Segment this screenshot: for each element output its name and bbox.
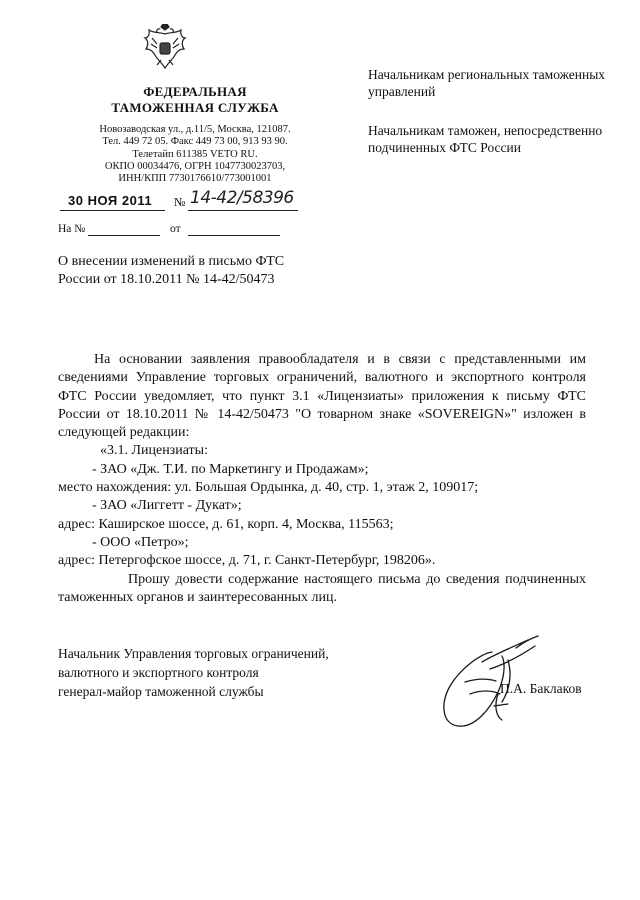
reference-row: [58, 223, 298, 239]
number-underline: [188, 210, 298, 211]
signatory-title: [58, 644, 388, 701]
letter-body: [58, 351, 586, 607]
signatory-title-line: валютного и экспортного контроля: [58, 665, 259, 680]
body-closing: Прошу довести содержание настоящего письма до сведения подчиненных таможенных органов и заинтересованных лиц.: [58, 571, 586, 605]
licensee-address: адрес: Петергофское шоссе, д. 71, г. Санкт-Петербург, 198206».: [58, 553, 436, 569]
clause-title: «3.1. Лицензиаты:: [100, 443, 208, 459]
date-underline: [60, 210, 165, 211]
ref-from-label: от: [170, 223, 181, 235]
signatory-name: П.А. Баклаков: [500, 681, 582, 696]
contact-line: ИНН/КПП 7730176610/773001001: [118, 173, 272, 185]
ref-date-line: [188, 235, 280, 236]
body-intro: На основании заявления правообладателя и в связи с представленными им сведениями Управление торговых ограничений, валютного и экспортного контроля ФТС России уведомляет, что пункт 3.1 «Лицензиаты» приложения к письму ФТС России от 18.10.2011 № 14-42/50473 "О товарном знаке «SOVEREIGN»" изложен в следующей редакции:: [58, 352, 586, 441]
ref-number-line: [88, 235, 160, 236]
signatory-title-line: генерал-майор таможенной службы: [58, 684, 264, 699]
licensee-name: - ООО «Петро»;: [92, 534, 189, 550]
contact-line: Новозаводская ул., д.11/5, Москва, 121087.: [99, 124, 291, 135]
contact-line: Телетайп 611385 VETO RU.: [132, 148, 258, 160]
org-name-line1: ФЕДЕРАЛЬНАЯ: [143, 84, 247, 99]
contact-line: ОКПО 00034476, ОГРН 1047730023703,: [104, 160, 286, 172]
letter-date-number-row: [60, 188, 300, 215]
russian-eagle-emblem-icon: [143, 24, 187, 72]
licensee-address: место нахождения: ул. Большая Ордынка, д. 40, стр. 1, этаж 2, 109017;: [58, 480, 479, 496]
licensee-name: - ЗАО «Дж. Т.И. по Маркетингу и Продажам»;: [92, 461, 369, 477]
org-name-line2: ТАМОЖЕННАЯ СЛУЖБА: [111, 100, 279, 115]
letter-number: 14-42/58396: [190, 188, 294, 208]
ref-label: На №: [58, 223, 86, 235]
contact-line: Тел. 449 72 05. Факс 449 73 00, 913 93 90.: [102, 136, 288, 148]
signatory-title-line: Начальник Управления торговых ограничений,: [58, 646, 329, 661]
letter-date: 30 НОЯ 2011: [68, 193, 153, 208]
letter-subject: О внесении изменений в письмо ФТС России от 18.10.2011 № 14-42/50473: [58, 254, 285, 287]
addressee-regional: Начальникам региональных таможенных управлений: [368, 67, 606, 99]
sender-contacts: [62, 124, 328, 185]
number-sign: №: [174, 195, 186, 209]
addressee-customs: Начальникам таможен, непосредственно подчиненных ФТС России: [368, 123, 603, 155]
licensee-address: адрес: Каширское шоссе, д. 61, корп. 4, Москва, 115563;: [58, 516, 394, 532]
licensee-name: - ЗАО «Лиггетт - Дукат»;: [92, 498, 242, 514]
